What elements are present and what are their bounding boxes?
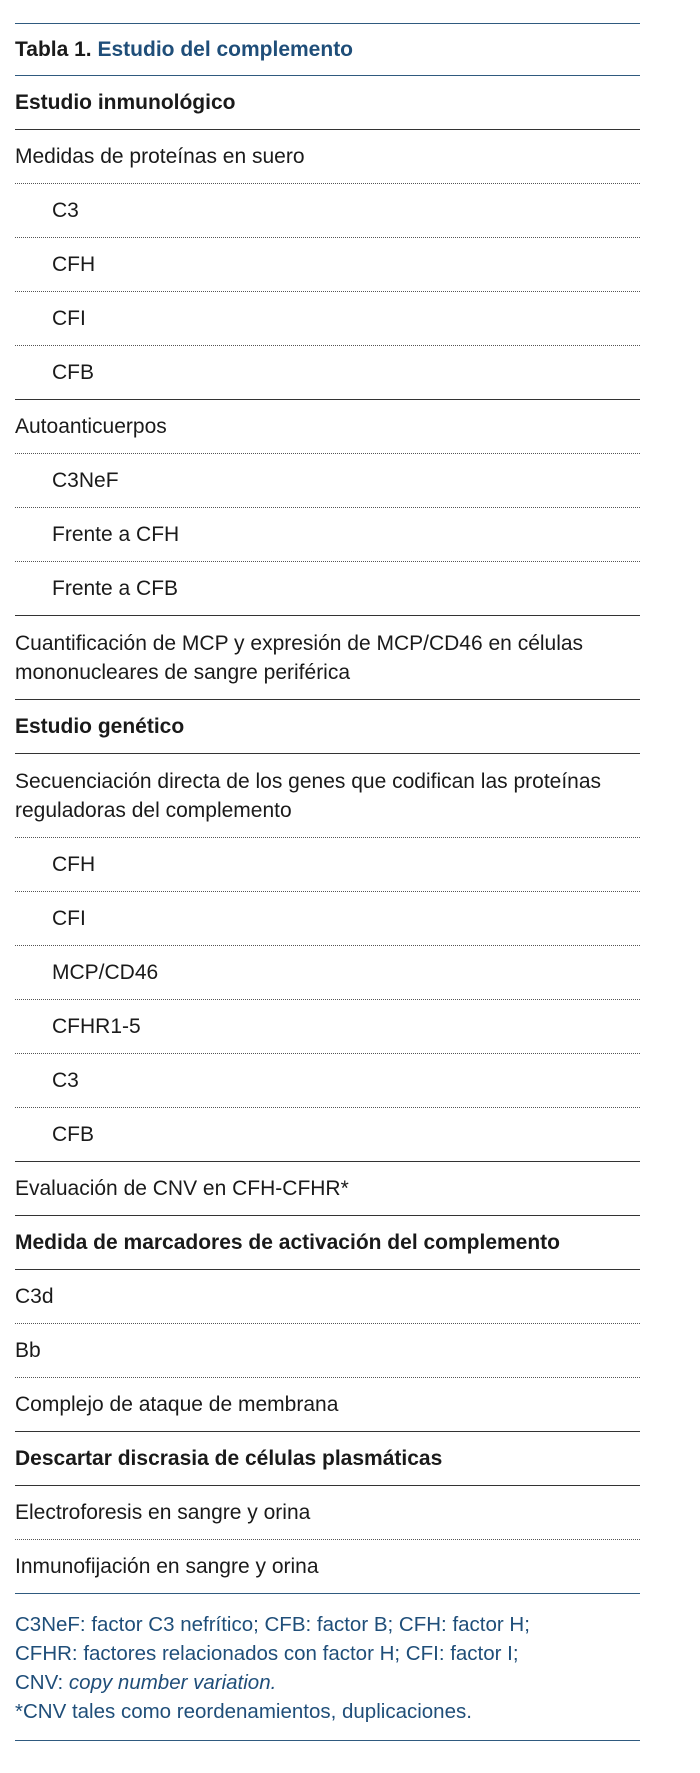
- table-row-label: Inmunofijación en sangre y orina: [15, 1555, 319, 1578]
- sub-item-label: C3: [52, 199, 79, 222]
- section-heading-label: Descartar discrasia de células plasmáticas: [15, 1447, 443, 1470]
- table-row-label: Complejo de ataque de membrana: [15, 1393, 339, 1416]
- table-row: [15, 400, 640, 454]
- table-body: [15, 76, 640, 1594]
- sub-item: [15, 454, 640, 508]
- sub-item: [15, 238, 640, 292]
- section-heading: [15, 1432, 640, 1486]
- sub-item: [15, 508, 640, 562]
- sub-item: [15, 184, 640, 238]
- section-heading: [15, 1216, 640, 1270]
- sub-item-label: CFI: [52, 907, 86, 930]
- table-footnotes: [15, 1594, 640, 1741]
- footnote-cnv-expansion: copy number variation.: [68, 1671, 277, 1694]
- sub-item-label: CFHR1-5: [52, 1015, 141, 1038]
- sub-item-label: CFI: [52, 307, 86, 330]
- table-row: [15, 130, 640, 184]
- table-row-label: Cuantificación de MCP y expresión de MCP/CD46 en células mononucleares de sangre periférica: [15, 631, 584, 684]
- table-row-label: Bb: [15, 1339, 41, 1362]
- sub-item: [15, 1108, 640, 1162]
- sub-item: [15, 1054, 640, 1108]
- sub-item-label: CFH: [52, 853, 96, 876]
- sub-item: [15, 946, 640, 1000]
- table-row: [15, 1324, 640, 1378]
- sub-item-label: CFB: [52, 361, 94, 384]
- sub-item: [15, 562, 640, 616]
- footnote-line-2: CFHR: factores relacionados con factor H; CFI: factor I;: [15, 1642, 519, 1665]
- sub-item: [15, 346, 640, 400]
- sub-item: [15, 892, 640, 946]
- caption-title: Estudio del complemento: [97, 38, 354, 61]
- footnote-cnv-prefix: CNV:: [15, 1671, 69, 1694]
- footnote-line-1: C3NeF: factor C3 nefrítico; CFB: factor B; CFH: factor H;: [15, 1613, 530, 1636]
- table-row-label: Medidas de proteínas en suero: [15, 145, 305, 168]
- sub-item-label: C3: [52, 1069, 79, 1092]
- table-row: [15, 754, 640, 838]
- table-row: [15, 1162, 640, 1216]
- sub-item-label: MCP/CD46: [52, 961, 159, 984]
- sub-item-label: Frente a CFB: [52, 577, 179, 600]
- sub-item: [15, 1000, 640, 1054]
- table-row-label: Secuenciación directa de los genes que codifican las proteínas reguladoras del complemento: [15, 769, 602, 822]
- sub-item-label: C3NeF: [52, 469, 119, 492]
- table-row-label: Autoanticuerpos: [15, 415, 167, 438]
- table-row-label: Evaluación de CNV en CFH-CFHR*: [15, 1177, 349, 1200]
- section-heading-label: Estudio genético: [15, 715, 185, 738]
- table-row-label: Electroforesis en sangre y orina: [15, 1501, 311, 1524]
- sub-item-label: CFB: [52, 1123, 94, 1146]
- table-row: [15, 1378, 640, 1432]
- section-heading-label: Estudio inmunológico: [15, 91, 236, 114]
- sub-item-label: CFH: [52, 253, 96, 276]
- section-heading-label: Medida de marcadores de activación del complemento: [15, 1231, 561, 1254]
- table-row-label: C3d: [15, 1285, 54, 1308]
- footnote-line-4: *CNV tales como reordenamientos, duplicaciones.: [15, 1700, 472, 1723]
- section-heading: [15, 76, 640, 130]
- footnote-line-3: [15, 1668, 640, 1697]
- table-row: [15, 616, 640, 700]
- table-caption: [15, 24, 640, 76]
- section-heading: [15, 700, 640, 754]
- complement-study-table: [15, 23, 640, 1741]
- table-row: [15, 1540, 640, 1594]
- table-row: [15, 1486, 640, 1540]
- table-row: [15, 1270, 640, 1324]
- sub-item: [15, 292, 640, 346]
- sub-item-label: Frente a CFH: [52, 523, 180, 546]
- caption-number: Tabla 1.: [15, 38, 92, 61]
- sub-item: [15, 838, 640, 892]
